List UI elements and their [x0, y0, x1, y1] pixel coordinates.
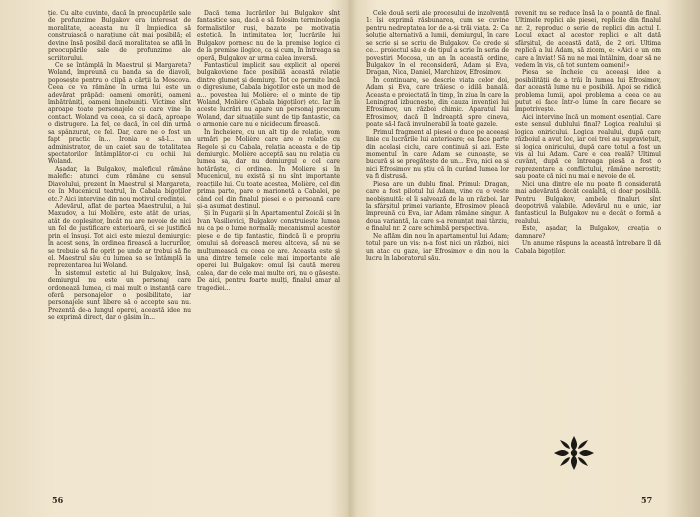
paragraph: Dacă tema lucrărilor lui Bulgakov sînt fantastice sau, dacă e să folosim terminologia formalistilor ruși, bazate pe motivația estetică. În intimitatea lor, lucrările lui Bulgakov pornesc nu de la premise logice ci de la premise ilogice, ca și cum, în întreaga sa operă, Bulgakov ar urma calea inversă.: [197, 10, 340, 62]
paragraph: Piesa are un dublu final. Primul: Dragan, care a fost pilotul lui Adam, vine cu o veste neobișnuită: el îi salvează de la un război. Iar la sfârșitul primei variante, Efrosimov pleacă împreună cu Eva, iar Adam rămâne singur. A doua variantă, la care s-a renunțat mai târziu, e finalul nr. 2 care schimbă perspectiva.: [366, 180, 509, 233]
page-number-right: 57: [641, 495, 653, 505]
paragraph: revenit nu se reduce însă la o poantă de final. Ultimele replici ale piesei, replicile din finalul nr. 2, reproduc o serie de replici din actul I. Locul exact al acestor replici e alt dată sfârșitul, de această dată, de 2 ori. Ultima replică a lui Adam, să zicem, e: «Aici e un om care a înviat! Să nu ne mai întâlnim, doar să ne vedem în vis, că tot suntem oameni!»: [515, 10, 661, 69]
paragraph: Adevărul, aflat de partea Maestrului, a lui Maxudov, a lui Molière, este atât de urias, atât de copleșitor, încât nu are nevoie de nici un fel de justificare exterioară, ci se justifică prin el însuși. Tot aici este miezul demiurgic: în acest sens, în ordinea firească a lucrurilor, se trebuie să fie oprit pe unde ar trebui să fie el. Maestrul său cu lumea sa se întâmplă la reprezentarea lui Woland.: [48, 202, 191, 270]
paragraph: Cele două serii ale procesului de inzolvență 1: își exprimă răsbunarea, cum se cuvine pentru nedreptatea lor de a-și trăi viața. 2: Ca soluție alternativă a lumii, demiurgul, în care se scrie și se scriu de Bulgakov. Ce crede și ce... proiectul său e de tipul a scrie în seria de povestiri Mocosa, un an în această ordine, Bulgakov în el reconsideră, Adam și Eva, Dragan, Nica, Daniel, Marchizov, Efrosimov.: [366, 10, 509, 77]
paragraph: Și în Fugarii și în Apartamentul Zoicăi și în Ivan Vasilievici, Bulgakov construiește lumea nu ca pe o lume normală; mecanismul acestor piese e de tip fantastic, fiindcă îi e propriu omului să dorească mereu altceva, să nu se mulțumească cu ceea ce are. Aceasta este și una dintre temele cele mai importante ale operei lui Bulgakov: omul își caută mereu calea, dar de cele mai multe ori, nu o găsește. De aici, pentru foarte mulți, finalul amar al tragediei...: [197, 210, 340, 292]
paragraph: Este, așadar, la Bulgakov, creația o damnare?: [515, 225, 661, 240]
paragraph: Piesa se încheie cu aceeași idee a posibilității de a trăi în lumea lui Efrosimov, dar această lume nu e posibilă. Apoi se ridică problema lumii, apoi problema a ceea ce au putut ei face într-o lume în care fiecare se împotrivește.: [515, 69, 661, 114]
floral-ornament-icon: [551, 433, 597, 473]
left-page: [0, 0, 348, 517]
paragraph: Nici una dintre ele nu poate fi considerată mai adevărată decât cealaltă, ci doar posibilă. Pentru Bulgakov, ambele finaluri sînt deopotrivă valabile. Adevărul nu e unic, iar fantasticul la Bulgakov nu e decât o formă a realului.: [515, 180, 661, 225]
paragraph: Fantasticul implicit sau explicit al operei bulgakoviene face posibilă această relație dintre glumeț și demiurg. Tot ce permite încă o digresiune, Cabala bigoților este un mod de a... povestea lui Molière: el o minte de tip Woland, Molière (Cabala bigoților) etc. Iar în aceste lucrări nu apare un personaj precum Woland, dar situațiile sunt de tip fantastic, ca o armonie care nu e nicidecum firească.: [197, 61, 340, 129]
paragraph: Ce se întâmplă în Maestrul și Margareta? Woland, împreună cu banda sa de diavoli, poposește pentru o clipă a cărții la Moscova. Ceea ce va rămâne în urma lui este un adevărat prăpăd: oameni omorâți, oameni îmbătrâniți, oameni înnebuniți. Victime sînt aproape toate personajele cu care vine în contact. Woland va ceea, ca și dacă, aproape o distrugere. La fel, ce dacă, în cel din urmă sa spânzurat, ce fel. Dar, care ne o fost un fapt practic în... Ironia e să-l... un administrator, de un caiet sau de totalitatea spectatorilor întâmplător-ci cu ochii lui Woland.: [48, 61, 191, 166]
paragraph: În sistemul estetic al lui Bulgakov, însă, demiurgul nu este un personaj care ordonează lumea, ci mai mult o instanță care oferă personajelor o posibilitate, iar personajele sunt libere să o accepte sau nu. Prezentă de-a lungul operei, această idee nu se exprimă direct, dar o găsim în...: [48, 269, 191, 322]
paragraph: Un anume răspuns la această întrebare îl dă Cabala bigoților.: [515, 240, 661, 255]
left-column-2: [197, 10, 340, 292]
right-column-1: [366, 10, 509, 262]
paragraph: Ne aflăm din nou în apartamentul lui Adam; totul pare un vis: n-a fost nici un război, nici un atac cu gaze, iar Efrosimov e din nou la lucru în laboratorul său.: [366, 232, 509, 262]
paragraph: În continuare, se descrie viața celor doi, Adam și Eva, care trăiesc o idilă banală. Aceasta e proiectată în timp, în ziua în care la Leningrad izbucnește, din cauza invenției lui Efrosimov, un război chimic. Aparatul lui Efrosimov, dacă îl îndreaptă spre cineva, poate să-l facă invulnerabil la toate gazele.: [366, 76, 509, 129]
paragraph: Aici intervine încă un moment esențial. Care este sensul dublului final? Logica realului și logica oniricului. Logica realului, după care războiul a avut loc, iar cei trei au supraviețuit, și logica oniricului, după care totul a fost un vis al lui Adam. Care e cea reală? Ultimul cuvânt, după ce întreaga piesă a fost o reprezentare a conflictului, rămâne nerostit; sau poate că nici nu mai e nevoie de el.: [515, 113, 661, 181]
paragraph: Așadar, la Bulgakov, maleficul rămâne malefic: atunci cum rămâne cu sensul Diavolului, prezent în Maestrul și Margareta, ce în Mucenicul teatrul, în Cabala bigoților etc.? Aici intervine din nou motivul credinței.: [48, 165, 191, 203]
paragraph: În încheiere, cu un alt tip de relație, vom urmări pe Molière care are o relație cu Regele și cu Cabala, relația aceasta e de tip demiurgic. Molière acceptă sau nu relația cu lumea sa, dar nu demiurgul e cel care hotărăște, ci ordinea. În Moliere și în Mucenicul, nu există și nu sînt importante reacțiile lui. Cu toate acestea, Molière, cel din prima parte, pare o marionetă a Cabalei, pe când cel din finalul piesei e o persoană care și-a asumat destinul.: [197, 128, 340, 210]
right-page: [350, 0, 700, 517]
page-number-left: 56: [52, 495, 64, 505]
right-column-2: [515, 10, 661, 255]
paragraph: ție. Cu alte cuvinte, dacă în preocupările sale de profunzime Bulgakov era interesat de moralitate, aceasta nu îl împiedica să construiască o narațiune cât mai posibilă; el devine însă posibil dacă moralitatea se află în preocupările sale de profunzime ale scriitorului.: [48, 10, 191, 62]
left-column-1: [48, 10, 191, 322]
paragraph: Primul fragment al piesei o duce pe aceeași linie cu lucrările lui anterioare; ea face parte din același ciclu, care continuă și azi. Este momentul în care Adam se cunoaște, se bucură și se pregătește de un... Eva, nici ea și nici Efrosimov nu știu că în curând lumea lor va fi distrusă.: [366, 128, 509, 181]
